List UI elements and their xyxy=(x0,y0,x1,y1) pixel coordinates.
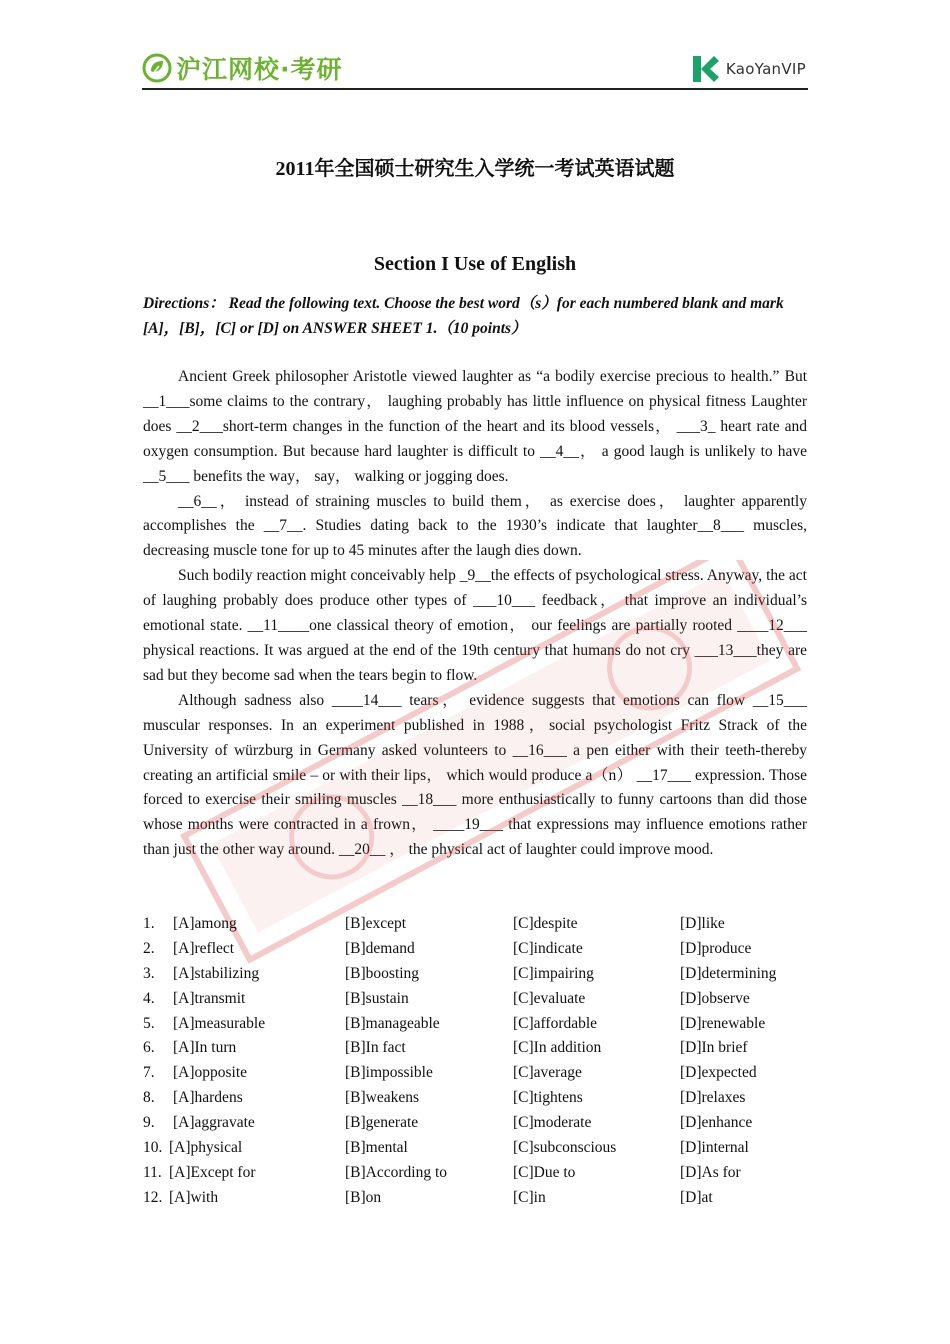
option-c: [C]In addition xyxy=(513,1039,602,1057)
option-b: [B]except xyxy=(345,915,407,932)
option-b: [B]manageable xyxy=(345,1014,440,1032)
leaf-icon xyxy=(142,53,172,83)
option-row xyxy=(143,1111,808,1136)
question-number: 6. xyxy=(143,1039,155,1057)
page-header xyxy=(142,46,808,90)
option-b: [B]impossible xyxy=(345,1064,433,1082)
option-c: [C]affordable xyxy=(513,1014,598,1032)
option-b: [B]boosting xyxy=(345,964,420,982)
option-c: [C]in xyxy=(513,1188,546,1206)
question-number: 2. xyxy=(143,939,155,957)
option-d: [D]produce xyxy=(680,939,752,957)
answer-options xyxy=(143,912,808,1211)
option-a: [A]reflect xyxy=(173,939,235,957)
passage-paragraph: Ancient Greek philosopher Aristotle viewed laughter as “a bodily exercise precious to health.” But __1___some claims to the contrary， laughing probably has little influence on physical fitness Laughter does __2___short-term changes in the function of the heart and its blood vessels， ___3_ heart rate and oxygen consumption. But because hard laughter is difficult to __4__， a good laugh is unlikely to have __5___ benefits the way， say， walking or jogging does. xyxy=(143,368,807,485)
option-d: [D]internal xyxy=(680,1139,749,1157)
option-d: [D]relaxes xyxy=(680,1089,746,1107)
option-row xyxy=(143,1012,808,1037)
option-a: [A]measurable xyxy=(173,1014,266,1032)
option-row xyxy=(143,1161,808,1186)
question-number: 7. xyxy=(143,1064,155,1082)
option-b: [B]mental xyxy=(345,1139,408,1157)
directions: Directions： Read the following text. Choose the best word（s）for each numbered blank and mark [A]，[B]，[C] or [D] on ANSWER SHEET 1.（10 points） xyxy=(143,295,784,337)
option-a: [A]Except for xyxy=(169,1163,256,1181)
option-c: [C]average xyxy=(513,1064,582,1082)
question-number: 9. xyxy=(143,1114,155,1132)
option-row xyxy=(143,1036,808,1061)
option-b: [B]on xyxy=(345,1188,382,1206)
option-b: [B]According to xyxy=(345,1163,448,1181)
option-a: [A]hardens xyxy=(173,1089,243,1107)
hujiang-logo-text: 沪江网校·考研 xyxy=(176,55,343,84)
k-logo-icon xyxy=(690,54,720,84)
option-row xyxy=(143,987,808,1012)
option-c: [C]subconscious xyxy=(513,1139,617,1157)
option-d: [D]As for xyxy=(680,1163,741,1181)
option-a: [A]among xyxy=(173,915,237,932)
option-a: [A]transmit xyxy=(173,989,246,1007)
kaoyanvip-logo xyxy=(690,54,806,84)
question-number: 4. xyxy=(143,989,155,1007)
option-c: [C]moderate xyxy=(513,1114,592,1132)
reading-passage xyxy=(143,365,807,863)
document-title: 2011年全国硕士研究生入学统一考试英语试题 xyxy=(275,158,675,180)
option-a: [A]aggravate xyxy=(173,1114,255,1132)
option-row xyxy=(143,937,808,962)
question-number: 3. xyxy=(143,964,155,982)
option-a: [A]stabilizing xyxy=(173,964,260,982)
question-number: 1. xyxy=(143,915,155,932)
option-c: [C]evaluate xyxy=(513,989,586,1007)
option-c: [C]tightens xyxy=(513,1089,583,1107)
option-b: [B]demand xyxy=(345,939,415,957)
option-c: [C]indicate xyxy=(513,939,583,957)
option-d: [D]enhance xyxy=(680,1114,753,1132)
passage-paragraph: __6__， instead of straining muscles to build them， as exercise does， laughter apparently accomplishes the __7__. Studies dating back to the 1930’s indicate that laughter__8___ muscles, decreasing muscle tone for up to 45 minutes after the laugh dies down. xyxy=(143,492,807,560)
option-c: [C]Due to xyxy=(513,1163,576,1181)
option-row xyxy=(143,1186,808,1211)
option-b: [B]weakens xyxy=(345,1089,420,1107)
option-d: [D]In brief xyxy=(680,1039,748,1057)
option-a: [A]opposite xyxy=(173,1064,248,1082)
question-number: 12. xyxy=(143,1188,163,1206)
passage-paragraph: Although sadness also ____14___ tears， evidence suggests that emotions can flow __15___ muscular responses. In an experiment published in 1988，social psychologist Fritz Strack of the University of würzburg in Germany asked volunteers to __16___ a pen either with their teeth-thereby creating an artificial smile – or with their lips， which would produce a（n） __17___ expression. Those forced to exercise their smiling muscles __18___ more enthusiastically to funny cartoons than did those whose months were contracted in a frown， ____19___ that expressions may influence emotions rather than just the other way around. __20__ ， the physical act of laughter could improve mood. xyxy=(143,691,807,859)
option-d: [D]like xyxy=(680,915,725,932)
option-b: [B]In fact xyxy=(345,1039,406,1057)
option-a: [A]with xyxy=(169,1188,219,1206)
option-row xyxy=(143,1086,808,1111)
section-title: Section I Use of English xyxy=(373,253,577,275)
option-d: [D]observe xyxy=(680,989,750,1007)
question-number: 11. xyxy=(143,1163,162,1181)
option-d: [D]determining xyxy=(680,964,777,982)
question-number: 5. xyxy=(143,1014,155,1032)
option-c: [C]impairing xyxy=(513,964,594,982)
option-row xyxy=(143,1136,808,1161)
option-row xyxy=(143,962,808,987)
option-a: [A]physical xyxy=(169,1139,243,1157)
option-a: [A]In turn xyxy=(173,1039,237,1057)
option-c: [C]despite xyxy=(513,915,578,932)
hujiang-logo xyxy=(142,52,343,84)
option-d: [D]at xyxy=(680,1188,713,1206)
option-row xyxy=(143,912,808,937)
kaoyanvip-logo-text: KaoYanVIP xyxy=(725,60,806,78)
passage-paragraph: Such bodily reaction might conceivably help _9__the effects of psychological stress. Anyway, the act of laughing probably does produce other types of ___10___ feedback， that improve an individual’s emotional state. __11____one classical theory of emotion， our feelings are partially rooted ____12___ physical reactions. It was argued at the end of the 19th century that humans do not cry ___13___they are sad but they become sad when the tears begin to flow. xyxy=(143,567,807,684)
option-row xyxy=(143,1061,808,1086)
option-b: [B]generate xyxy=(345,1114,419,1132)
option-d: [D]expected xyxy=(680,1064,757,1082)
option-b: [B]sustain xyxy=(345,989,409,1007)
option-d: [D]renewable xyxy=(680,1014,766,1032)
question-number: 10. xyxy=(143,1139,163,1157)
question-number: 8. xyxy=(143,1089,155,1107)
